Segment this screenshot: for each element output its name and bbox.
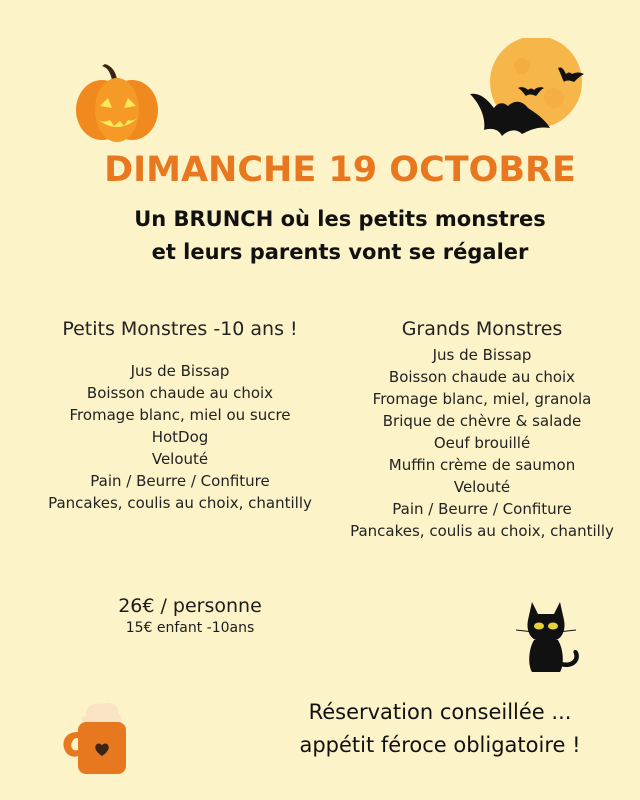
adult-price: 26€ / personne bbox=[118, 595, 262, 617]
menu-grands-monstres bbox=[342, 316, 622, 542]
subtitle-line-1: Un BRUNCH où les petits monstres bbox=[134, 207, 546, 231]
menu-item: HotDog bbox=[151, 428, 209, 446]
menu-item: Pancakes, coulis au choix, chantilly bbox=[48, 494, 312, 512]
menu-item: Boisson chaude au choix bbox=[86, 384, 274, 402]
menu-item: Velouté bbox=[453, 478, 511, 496]
menu-item: Oeuf brouillé bbox=[433, 434, 531, 452]
menu-item: Pain / Beurre / Confiture bbox=[90, 472, 270, 490]
footer-line-2: appétit féroce obligatoire ! bbox=[299, 733, 581, 757]
footer-line-1: Réservation conseillée ... bbox=[308, 700, 572, 724]
menu-item: Velouté bbox=[151, 450, 209, 468]
menu-item: Brique de chèvre & salade bbox=[382, 412, 582, 430]
menu-heading-petits: Petits Monstres -10 ans ! bbox=[62, 318, 298, 340]
menu-item: Boisson chaude au choix bbox=[388, 368, 576, 386]
page-title: DIMANCHE 19 OCTOBRE bbox=[104, 150, 576, 190]
child-price: 15€ enfant -10ans bbox=[125, 620, 255, 636]
menu-item: Fromage blanc, miel, granola bbox=[372, 390, 592, 408]
hot-drink-mug-icon bbox=[62, 698, 144, 778]
pumpkin-icon bbox=[72, 64, 162, 144]
menu-item: Jus de Bissap bbox=[432, 346, 532, 364]
menu-petits-monstres bbox=[40, 316, 320, 514]
subtitle-line-2: et leurs parents vont se régaler bbox=[151, 240, 529, 264]
menu-item: Muffin crème de saumon bbox=[388, 456, 576, 474]
pricing bbox=[80, 594, 300, 638]
menu-item: Fromage blanc, miel ou sucre bbox=[69, 406, 291, 424]
menu-item: Jus de Bissap bbox=[130, 362, 230, 380]
menu-item: Pancakes, coulis au choix, chantilly bbox=[350, 522, 614, 540]
moon-bats-icon bbox=[466, 38, 598, 140]
reservation-note bbox=[250, 696, 630, 762]
subtitle bbox=[0, 203, 640, 269]
menu-item: Pain / Beurre / Confiture bbox=[392, 500, 572, 518]
black-cat-icon bbox=[510, 596, 590, 674]
menu-heading-grands: Grands Monstres bbox=[401, 318, 563, 340]
